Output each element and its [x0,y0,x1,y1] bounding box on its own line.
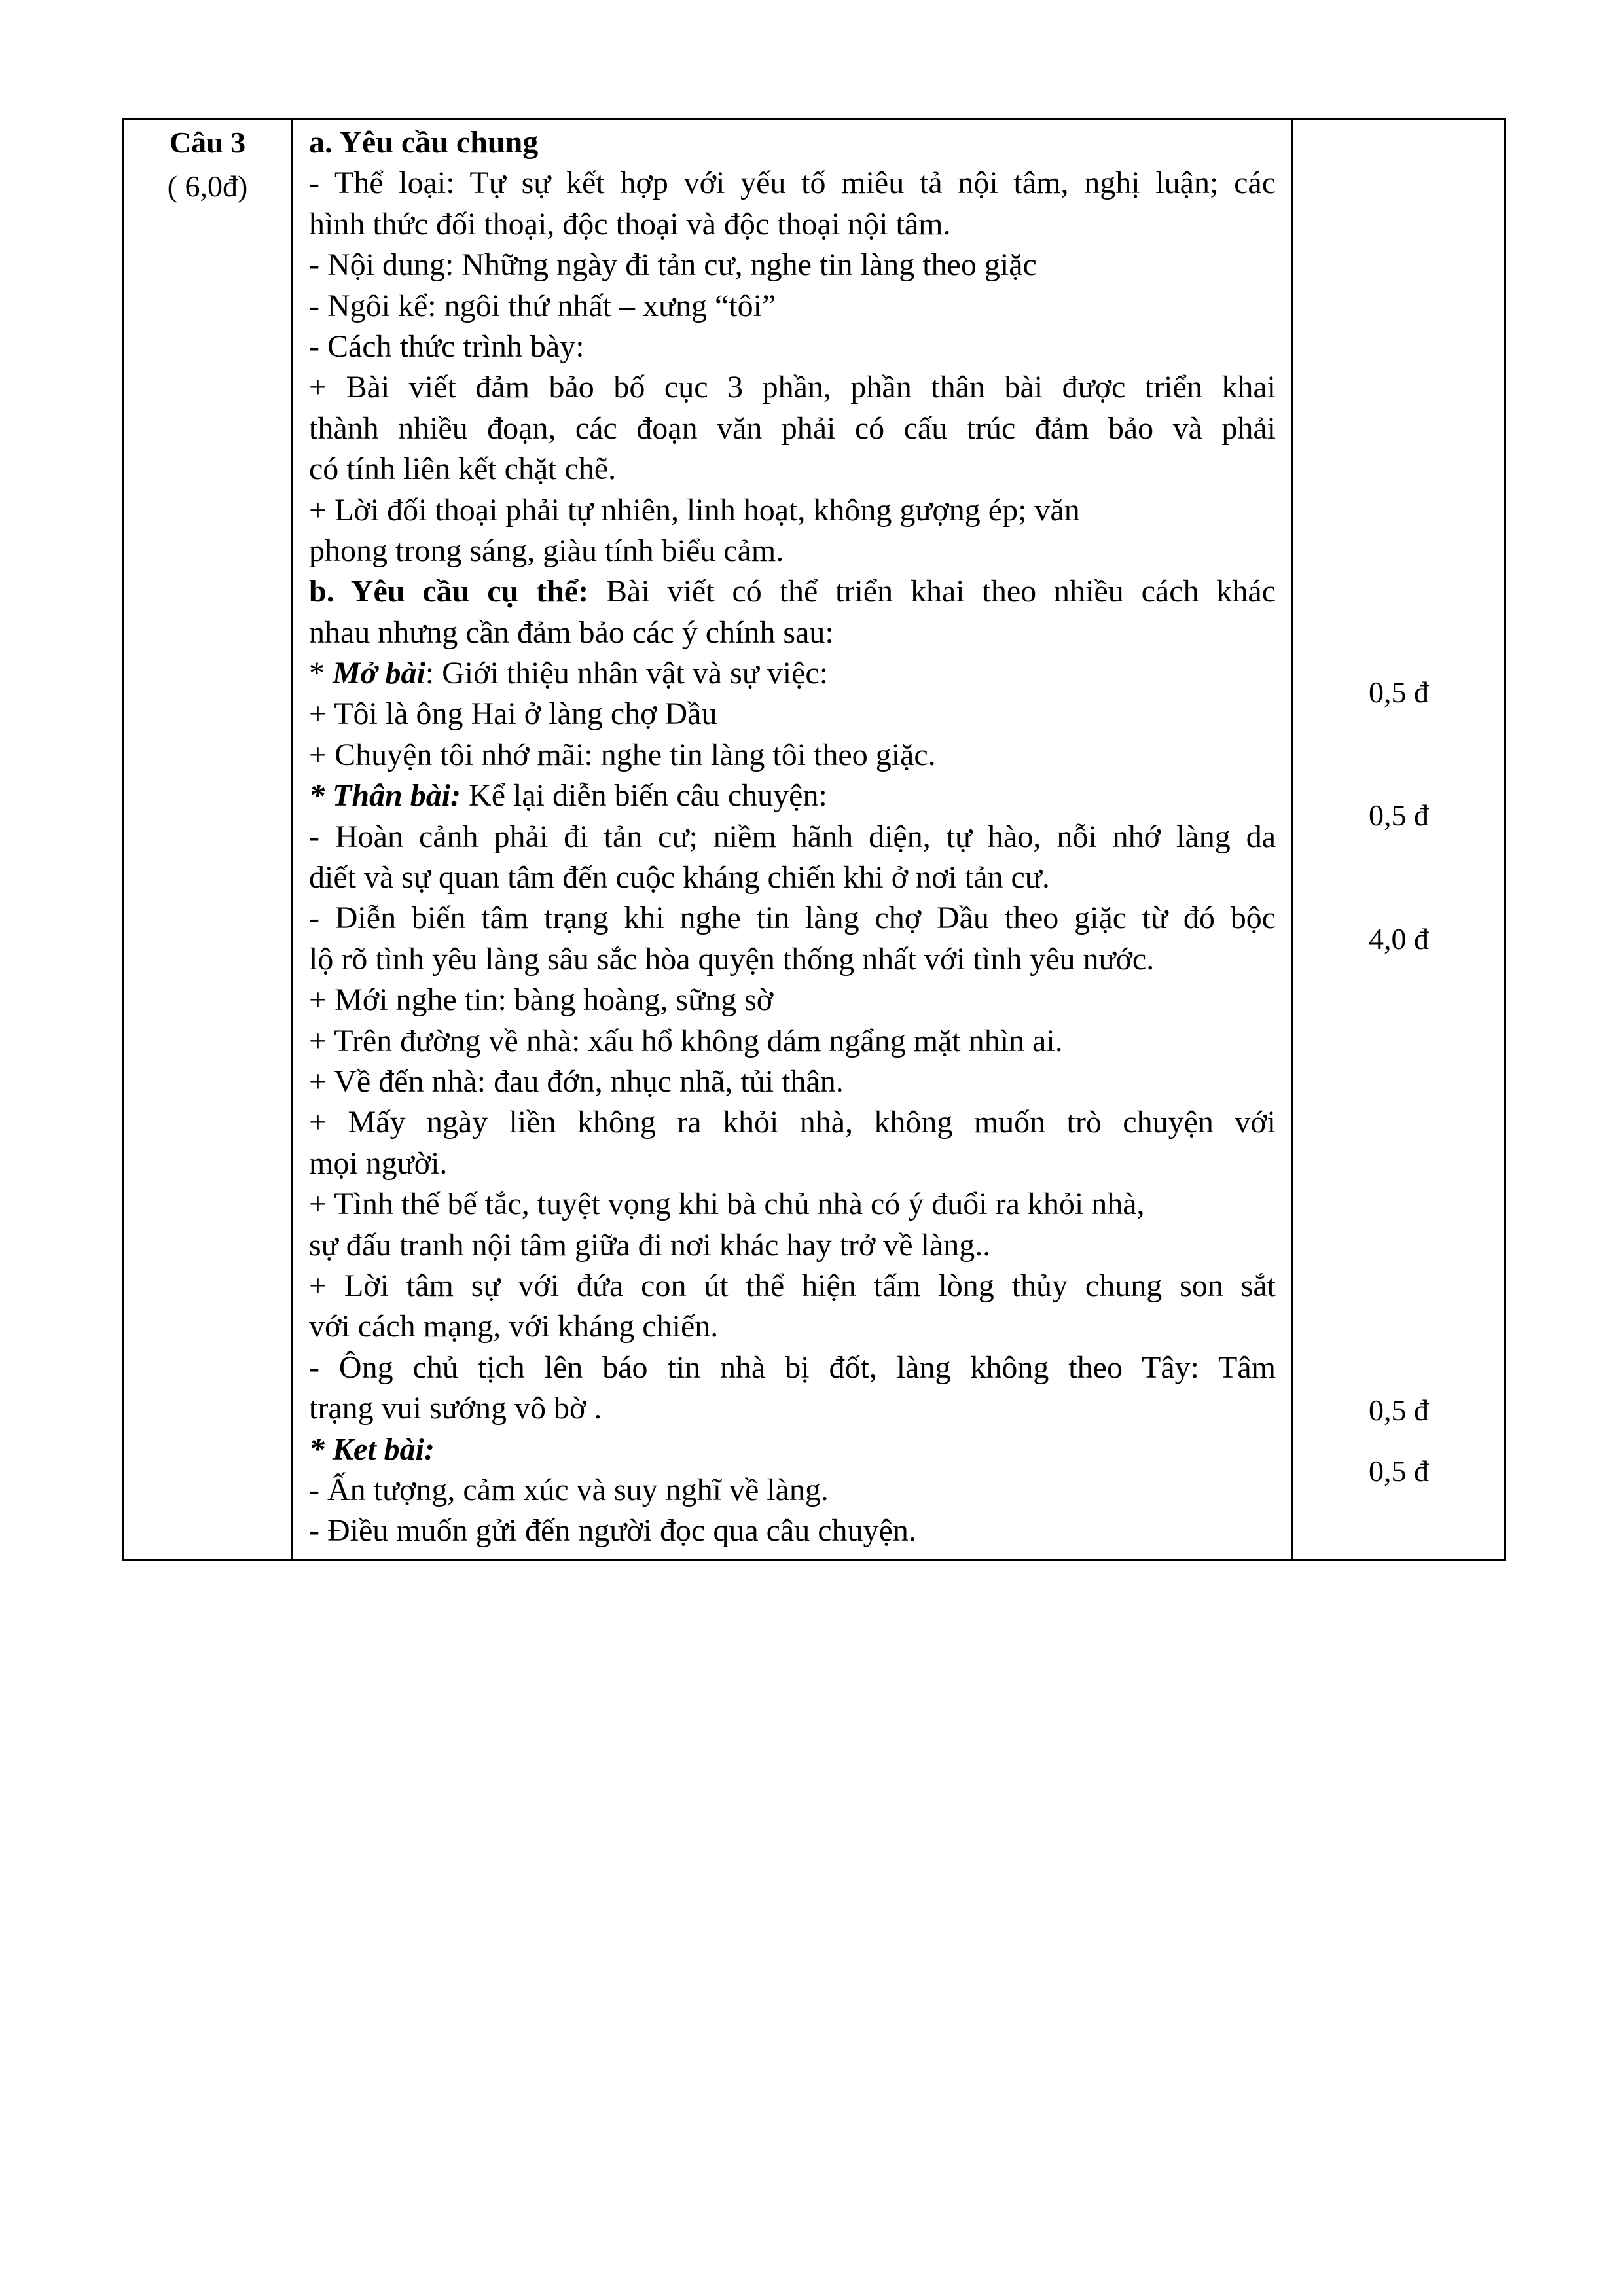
structure-line-2: thành nhiều đoạn, các đoạn văn phải có cấu trúc đảm bảo và phải [309,410,1276,446]
confession-line-2: với cách mạng, với kháng chiến. [309,1309,719,1344]
section-a-heading: a. Yêu cầu chung [309,125,539,160]
score-body-intro: 0,5 đ [1369,798,1429,832]
question-cell [123,119,293,1560]
section-b-heading: b. Yêu cầu cụ thể: [309,574,589,609]
conclusion-label: * Ket bài: [309,1431,435,1467]
genre-line-2: hình thức đối thoại, độc thoại và độc thoại nội tâm. [309,206,951,242]
intro-point-2: + Chuyện tôi nhớ mãi: nghe tin làng tôi theo giặc. [309,737,936,772]
way-home-point: + Trên đường về nhà: xấu hổ không dám ngẩng mặt nhìn ai. [309,1023,1063,1058]
score-cell [1293,119,1506,1560]
body-part-text: Kể lại diễn biến câu chuyện: [461,778,827,814]
deadlock-line-1: + Tình thế bế tắc, tuyệt vọng khi bà chủ nhà có ý đuổi ra khỏi nhà, [309,1187,1145,1222]
presentation-heading: - Cách thức trình bày: [309,329,585,364]
score-chairman-news: 0,5 đ [1369,1393,1429,1427]
confession-line-1: + Lời tâm sự với đứa con út thể hiện tấm lòng thủy chung son sắt [309,1268,1276,1303]
question-points: ( 6,0đ) [167,170,248,203]
section-b-intro-line-2: nhau nhưng cần đảm bảo các ý chính sau: [309,615,834,650]
intro-part-bullet: * [309,656,333,691]
narrator-requirement: - Ngôi kể: ngôi thứ nhất – xưng “tôi” [309,288,776,323]
answer-content-cell [293,119,1293,1560]
chairman-news-line-2: trạng vui sướng vô bờ . [309,1391,602,1426]
chairman-news-line-1: - Ông chủ tịch lên báo tin nhà bị đốt, làng không theo Tây: Tâm [309,1350,1276,1385]
body-part-line [309,776,1276,816]
structure-line-1: + Bài viết đảm bảo bố cục 3 phần, phần thân bài được triển khai [309,370,1276,405]
rubric-table [122,118,1506,1561]
dialogue-line-1: + Lời đối thoại phải tự nhiên, linh hoạt, không gượng ép; văn [309,492,1080,528]
dialogue-line-2: phong trong sáng, giàu tính biểu cảm. [309,533,784,568]
question-title: Câu 3 [169,126,246,159]
deadlock-line-2: sự đấu tranh nội tâm giữa đi nơi khác hay trở về làng.. [309,1227,991,1263]
several-days-line-1: + Mấy ngày liền không ra khỏi nhà, không muốn trò chuyện với [309,1105,1276,1140]
content-requirement: - Nội dung: Những ngày đi tản cư, nghe tin làng theo giặc [309,247,1037,283]
conclusion-point-2: - Điều muốn gửi đến người đọc qua câu chuyện. [309,1513,916,1549]
structure-line-3: có tính liên kết chặt chẽ. [309,452,617,487]
mood-development-line-1: - Diễn biến tâm trạng khi nghe tin làng chợ Dầu theo giặc từ đó bộc [309,901,1276,936]
circumstance-line-1: - Hoàn cảnh phải đi tản cư; niềm hãnh diện, tự hào, nỗi nhớ làng da [309,819,1276,854]
mood-development-line-2: lộ rõ tình yêu làng sâu sắc hòa quyện thống nhất với tình yêu nước. [309,941,1155,977]
body-part-label: * Thân bài: [309,778,461,814]
section-b-intro-line-1 [309,571,1276,612]
intro-point-1: + Tôi là ông Hai ở làng chợ Dầu [309,696,717,732]
arriving-home-point: + Về đến nhà: đau đớn, nhục nhã, tủi thân. [309,1064,844,1099]
score-intro: 0,5 đ [1369,675,1429,709]
intro-part-line [309,653,1276,694]
intro-part-text: : Giới thiệu nhân vật và sự việc: [425,656,829,691]
score-conclusion: 0,5 đ [1369,1454,1429,1488]
conclusion-point-1: - Ấn tượng, cảm xúc và suy nghĩ về làng. [309,1472,829,1507]
intro-part-label: Mở bài [333,656,425,691]
several-days-line-2: mọi người. [309,1145,448,1181]
section-b-intro-text: Bài viết có thể triển khai theo nhiều cách khác [588,574,1276,609]
rubric-row [123,119,1506,1560]
genre-line-1: - Thể loại: Tự sự kết hợp với yếu tố miêu tả nội tâm, nghị luận; các [309,166,1276,201]
score-body-main: 4,0 đ [1369,922,1429,956]
circumstance-line-2: diết và sự quan tâm đến cuộc kháng chiến khi ở nơi tản cư. [309,860,1050,895]
first-hearing-point: + Mới nghe tin: bàng hoàng, sững sờ [309,982,774,1018]
